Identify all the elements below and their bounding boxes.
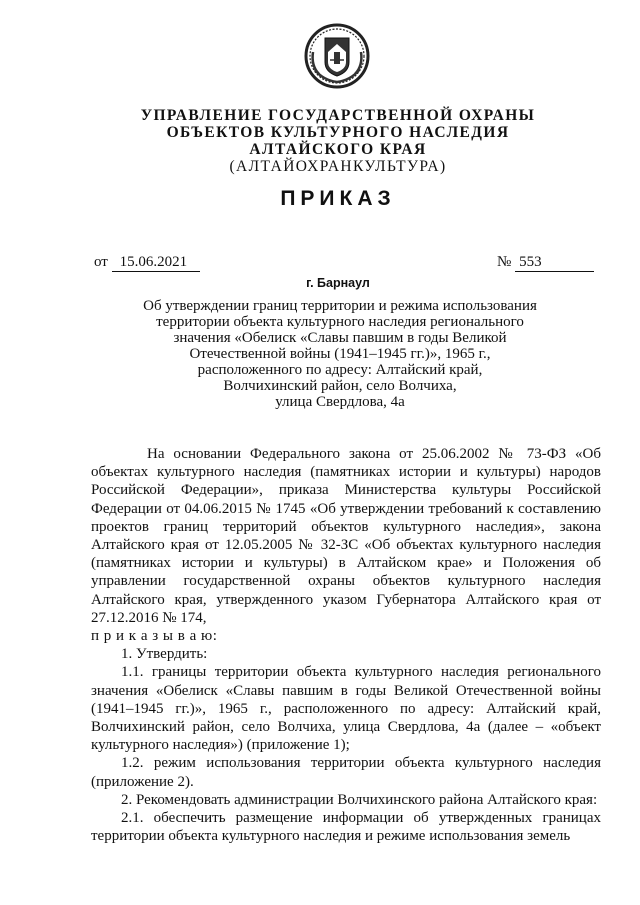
item-2-1: 2.1. обеспечить размещение информации об утвержденных границах территории объекта культурного наследия и режиме использования земель [91, 810, 601, 845]
order-number: 553 [515, 254, 594, 272]
item-1: 1. Утвердить: [121, 646, 208, 663]
order-directive: п р и к а з ы в а ю: [91, 628, 218, 645]
order-body [91, 445, 601, 845]
item-1-1: 1.1. границы территории объекта культурного наследия регионального значения «Обелиск «Славы павшим в годы Великой Отечественной войны (1941–1945 гг.)», 1965 г., расположенного по адресу: Алтайский край, Волчихинский район, село Волчиха, улица Свердлова, 4а (далее – «объект культурного наследия») (приложение 1); [91, 664, 601, 754]
order-subject [130, 298, 550, 410]
issue-city: г. Барнаул [306, 276, 370, 290]
subject-line: Об утверждении границ территории и режима использования [143, 298, 537, 314]
subject-line: Отечественной войны (1941–1945 гг.)», 1965 г., [189, 346, 491, 362]
subject-line: территории объекта культурного наследия регионального [156, 314, 524, 330]
item-2: 2. Рекомендовать администрации Волчихинского района Алтайского края: [121, 791, 598, 808]
order-date: 15.06.2021 [112, 254, 200, 272]
date-prefix: от [94, 254, 108, 270]
legal-basis-paragraph: На основании Федерального закона от 25.06.2002 № 73-ФЗ «Об объектах культурного наследия (памятниках истории и культуры) народов Российской Федерации», приказа Министерства культуры Российской Федерации от 04.06.2015 № 1745 «Об утверждении требований к составлению проектов границ территорий объектов культурного наследия», закона Алтайского края от 12.05.2005 № 32-ЗС «Об объектах культурного наследия (памятниках истории и культуры) в Алтайском крае» и Положения об управлении государственной охраны объектов культурного наследия Алтайского края, утвержденного указом Губернатора Алтайского края от 27.12.2016 № 174, [91, 446, 601, 626]
subject-line: расположенного по адресу: Алтайский край, [197, 362, 483, 378]
org-name-line-3: АЛТАЙСКОГО КРАЯ [249, 141, 427, 158]
item-1-2: 1.2. режим использования территории объекта культурного наследия (приложение 2). [91, 755, 601, 790]
subject-line: улица Свердлова, 4а [275, 394, 405, 410]
org-name-line-2: ОБЪЕКТОВ КУЛЬТУРНОГО НАСЛЕДИЯ [166, 124, 510, 141]
number-prefix: № [497, 254, 512, 270]
org-name-abbreviation: (АЛТАЙОХРАНКУЛЬТУРА) [229, 158, 447, 175]
coat-of-arms-emblem [303, 22, 371, 90]
subject-line: значения «Обелиск «Славы павшим в годы Великой [173, 330, 507, 346]
number-line [497, 254, 594, 272]
document-type-title: ПРИКАЗ [280, 187, 396, 210]
date-line [94, 254, 200, 272]
subject-line: Волчихинский район, село Волчиха, [223, 378, 457, 394]
org-name-line-1: УПРАВЛЕНИЕ ГОСУДАРСТВЕННОЙ ОХРАНЫ [140, 107, 536, 124]
